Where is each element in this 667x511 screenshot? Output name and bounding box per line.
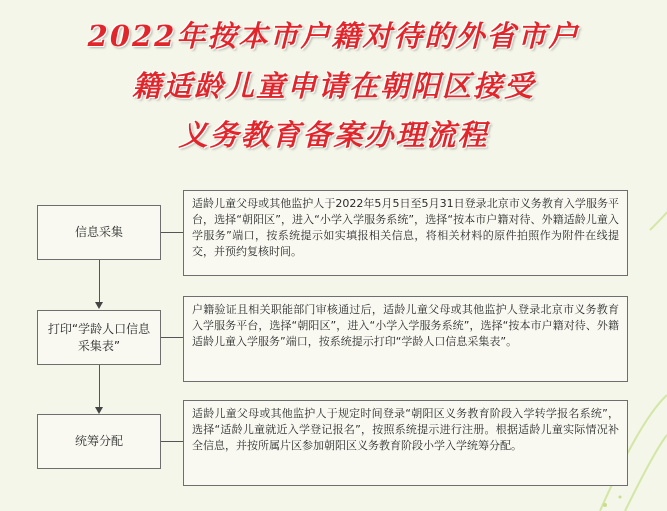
flow-arrow-line xyxy=(99,260,100,302)
step-box-info-collection xyxy=(37,205,161,260)
step-label: 统筹分配 xyxy=(74,434,123,448)
step-label: 打印“学龄人口信息采集表” xyxy=(47,321,151,353)
page-title-line-2: 籍适龄儿童申请在朝阳区接受 xyxy=(131,69,535,103)
step-box-print-form xyxy=(37,310,161,365)
step-description-box xyxy=(183,296,628,382)
step-description: 适龄儿童父母或其他监护人于规定时间登录“朝阳区义务教育阶段入学转学报名系统”，选择“适龄儿童就近入学登记报名”，按照系统提示进行注册。根据适龄儿童实际情况补全信息，并按所属片区参加朝阳区义务教育阶段小学入学统筹分配。 xyxy=(192,407,619,452)
arrow-down-icon xyxy=(95,407,103,414)
connector-line xyxy=(161,337,183,338)
flow-arrow-line xyxy=(99,365,100,407)
step-label: 信息采集 xyxy=(74,225,123,239)
page-title-line-3: 义务教育备案办理流程 xyxy=(178,118,489,152)
step-description-box xyxy=(183,400,628,486)
step-description-box xyxy=(183,190,628,276)
connector-line xyxy=(161,441,183,442)
step-description: 适龄儿童父母或其他监护人于2022年5月5日至5月31日登录北京市义务教育入学服务平台，选择“朝阳区”，进入“小学入学服务系统”，选择“按本市户籍对待、外籍适龄儿童入学服务”端口，按系统提示如实填报相关信息，将相关材料的原件拍照作为附件在线提交，并预约复核时间。 xyxy=(192,197,619,258)
connector-line xyxy=(161,232,183,233)
step-box-allocation xyxy=(37,414,161,469)
arrow-down-icon xyxy=(95,302,103,309)
step-description: 户籍验证且相关职能部门审核通过后，适龄儿童父母或其他监护人登录北京市义务教育入学服务平台，选择“朝阳区”，进入“小学入学服务系统”，选择“按本市户籍对待、外籍适龄儿童入学服务”端口，按系统提示打印“学龄人口信息采集表”。 xyxy=(192,303,619,348)
page-title-line-1: 2022年按本市户籍对待的外省市户 xyxy=(87,19,580,53)
